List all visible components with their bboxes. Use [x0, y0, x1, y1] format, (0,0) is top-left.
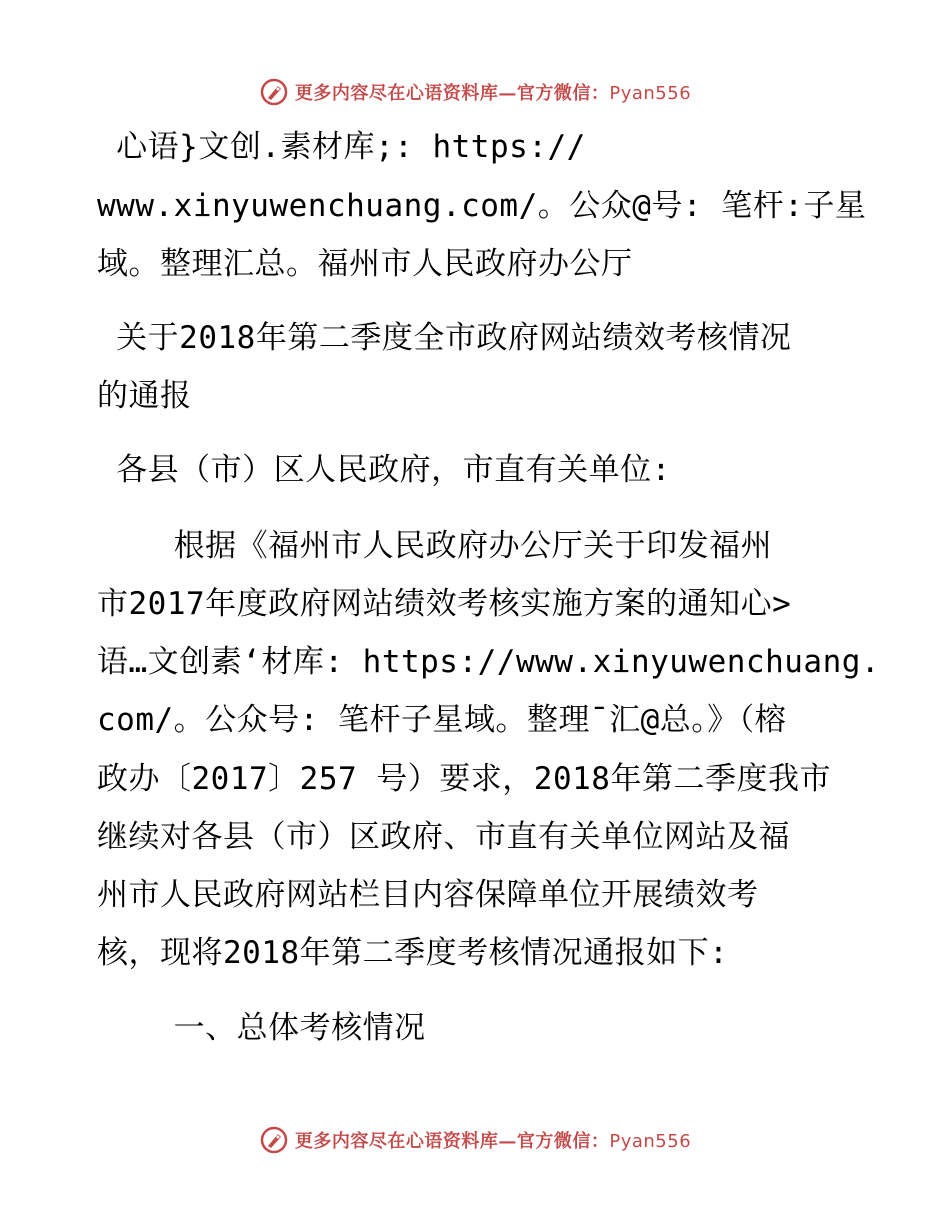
- body-line-2: 市2017年度政府网站绩效考核实施方案的通知心>: [97, 586, 792, 622]
- footer-banner: [0, 1120, 950, 1160]
- banner-wechat-id: Pyan556: [609, 1131, 692, 1152]
- text-line-2: www.xinyuwenchuang.com/。公众@号: 笔杆:子星: [97, 188, 867, 224]
- body-line-8: 核，现将2018年第二季度考核情况通报如下:: [97, 935, 729, 971]
- document-title-line-2: 的通报: [97, 378, 192, 414]
- body-line-3: 语…文创素‘材库: https://www.xinyuwenchuang.: [97, 644, 881, 680]
- text-line-3: 域。整理汇总。福州市人民政府办公厅: [97, 246, 633, 282]
- document-title-line-1: 关于2018年第二季度全市政府网站绩效考核情况: [97, 320, 792, 356]
- body-line-4: com/。公众号: 笔杆子星域。整理¯汇@总。》（榕: [97, 702, 787, 738]
- text-line-1: 心语}文创.素材库;: https://: [97, 129, 586, 165]
- body-line-6: 继续对各县（市）区政府、市直有关单位网站及福: [97, 819, 790, 855]
- body-line-7: 州市人民政府网站栏目内容保障单位开展绩效考: [97, 877, 759, 913]
- section-heading: 一、总体考核情况: [97, 1010, 426, 1046]
- body-line-5: 政办〔2017〕257 号）要求，2018年第二季度我市: [97, 761, 831, 797]
- banner-wechat-id: Pyan556: [609, 83, 692, 104]
- pen-nib-logo-icon: [259, 77, 289, 107]
- banner-text: 更多内容尽在心语资料库—官方微信：Pyan556: [294, 83, 692, 104]
- salutation: 各县（市）区人民政府，市直有关单位:: [97, 452, 671, 488]
- pen-nib-logo-icon: [259, 1125, 289, 1155]
- body-line-1: 根据《福州市人民政府办公厅关于印发福州: [97, 528, 773, 564]
- header-banner: [0, 72, 950, 112]
- banner-text: 更多内容尽在心语资料库—官方微信：Pyan556: [294, 1131, 692, 1152]
